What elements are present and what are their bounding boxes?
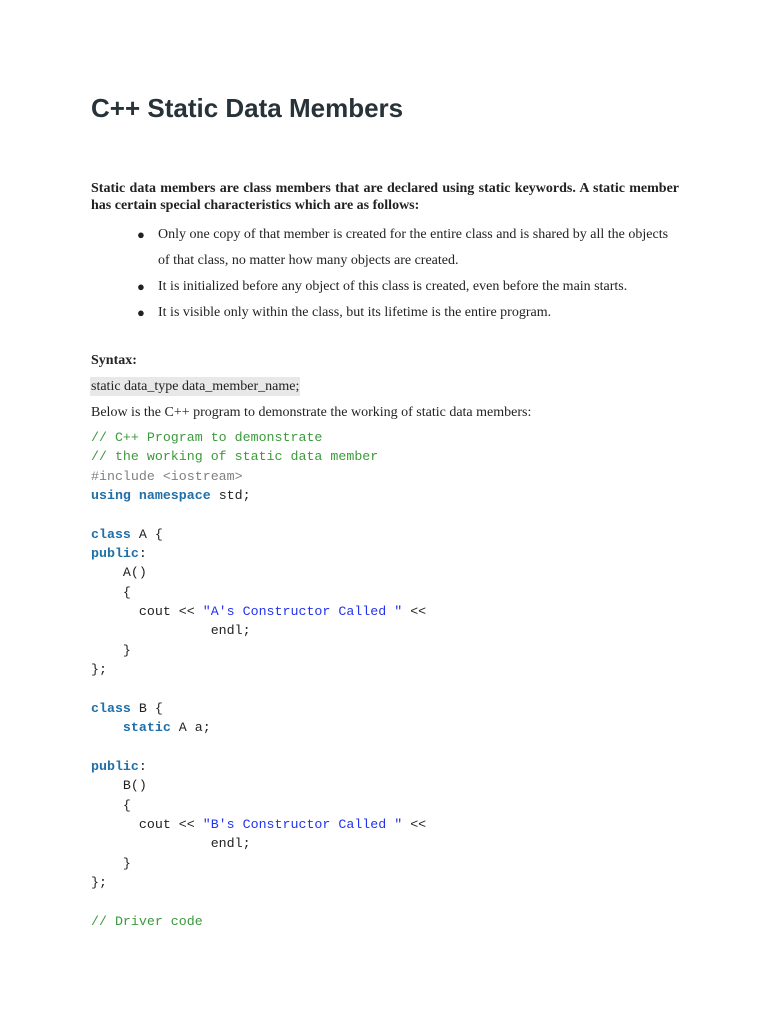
code-line: [91, 467, 426, 486]
code-token-plain: };: [91, 662, 107, 678]
code-line: [91, 525, 426, 544]
code-line: [91, 621, 426, 640]
code-line: [91, 641, 426, 660]
code-token-plain: cout <<: [91, 604, 203, 620]
code-line: [91, 699, 426, 718]
code-token-pre: #include <iostream>: [91, 468, 243, 484]
code-line: [91, 815, 426, 834]
code-token-plain: [91, 720, 123, 735]
code-line: [91, 447, 426, 466]
code-token-plain: std;: [210, 488, 251, 504]
code-line: [91, 873, 426, 892]
code-line: [91, 718, 426, 737]
characteristics-list: [91, 222, 679, 326]
syntax-code: static data_type data_member_name;: [91, 379, 300, 394]
code-line: [91, 583, 426, 602]
syntax-heading: Syntax:: [91, 353, 137, 368]
code-token-kw: class: [91, 700, 131, 716]
code-token-plain: cout <<: [91, 816, 203, 832]
code-block: [91, 428, 426, 931]
code-line: [91, 796, 426, 815]
code-line: [91, 912, 426, 931]
code-token-plain: };: [91, 874, 107, 890]
code-line: [91, 679, 426, 698]
code-token-plain: B(): [91, 778, 147, 794]
code-token-comment: // C++ Program to demonstrate: [91, 430, 323, 445]
code-line: [91, 505, 426, 524]
code-token-plain: A a;: [170, 720, 211, 736]
code-token-plain: B {: [130, 700, 163, 716]
code-line: [91, 428, 426, 447]
code-token-plain: endl;: [91, 836, 251, 852]
code-token-plain: }: [91, 642, 131, 658]
code-intro-text: Below is the C++ program to demonstrate the working of static data members:: [91, 405, 532, 420]
code-token-plain: <<: [402, 816, 427, 832]
code-line: [91, 834, 426, 853]
code-line: [91, 486, 426, 505]
bullet-icon: ●: [137, 227, 145, 242]
code-line: [91, 602, 426, 621]
list-item-text: It is visible only within the class, but its lifetime is the entire program.: [158, 305, 552, 320]
page-title: C++ Static Data Members: [91, 93, 404, 123]
code-line: [91, 892, 426, 911]
code-token-str: "A's Constructor Called ": [202, 604, 403, 620]
code-token-plain: :: [138, 546, 147, 562]
code-token-kw: public: [91, 758, 139, 774]
code-line: [91, 854, 426, 873]
list-item: [91, 222, 679, 274]
code-line: [91, 757, 426, 776]
list-item-text: Only one copy of that member is created for the entire class and is shared by all the objects of that class, no matter how many objects are created.: [158, 227, 669, 268]
code-token-kw: namespace: [138, 488, 211, 504]
code-token-plain: A {: [130, 526, 163, 542]
code-token-plain: {: [91, 584, 131, 600]
bullet-icon: ●: [137, 279, 145, 294]
code-token-kw: using: [91, 488, 131, 504]
code-token-plain: endl;: [91, 623, 251, 639]
list-item-text: It is initialized before any object of this class is created, even before the main starts.: [158, 279, 628, 294]
code-token-plain: A(): [91, 565, 147, 581]
code-line: [91, 776, 426, 795]
code-line: [91, 660, 426, 679]
code-line: [91, 563, 426, 582]
code-token-plain: [131, 488, 139, 503]
code-line: [91, 738, 426, 757]
code-token-comment: // the working of static data member: [91, 449, 379, 465]
list-item: [91, 274, 679, 300]
code-token-plain: <<: [402, 604, 427, 620]
list-item: [91, 300, 679, 326]
intro-paragraph: Static data members are class members that are declared using static keywords. A static member has certain special characteristics which are as follows:: [91, 181, 679, 213]
code-token-kw: public: [91, 546, 139, 562]
code-line: [91, 544, 426, 563]
code-token-plain: {: [91, 797, 131, 813]
code-token-kw: static: [122, 720, 171, 736]
code-token-kw: class: [91, 526, 131, 542]
code-token-str: "B's Constructor Called ": [202, 816, 403, 832]
code-token-plain: }: [91, 855, 131, 871]
bullet-icon: ●: [137, 305, 145, 320]
code-token-plain: :: [138, 758, 147, 774]
code-token-comment: // Driver code: [91, 913, 203, 929]
